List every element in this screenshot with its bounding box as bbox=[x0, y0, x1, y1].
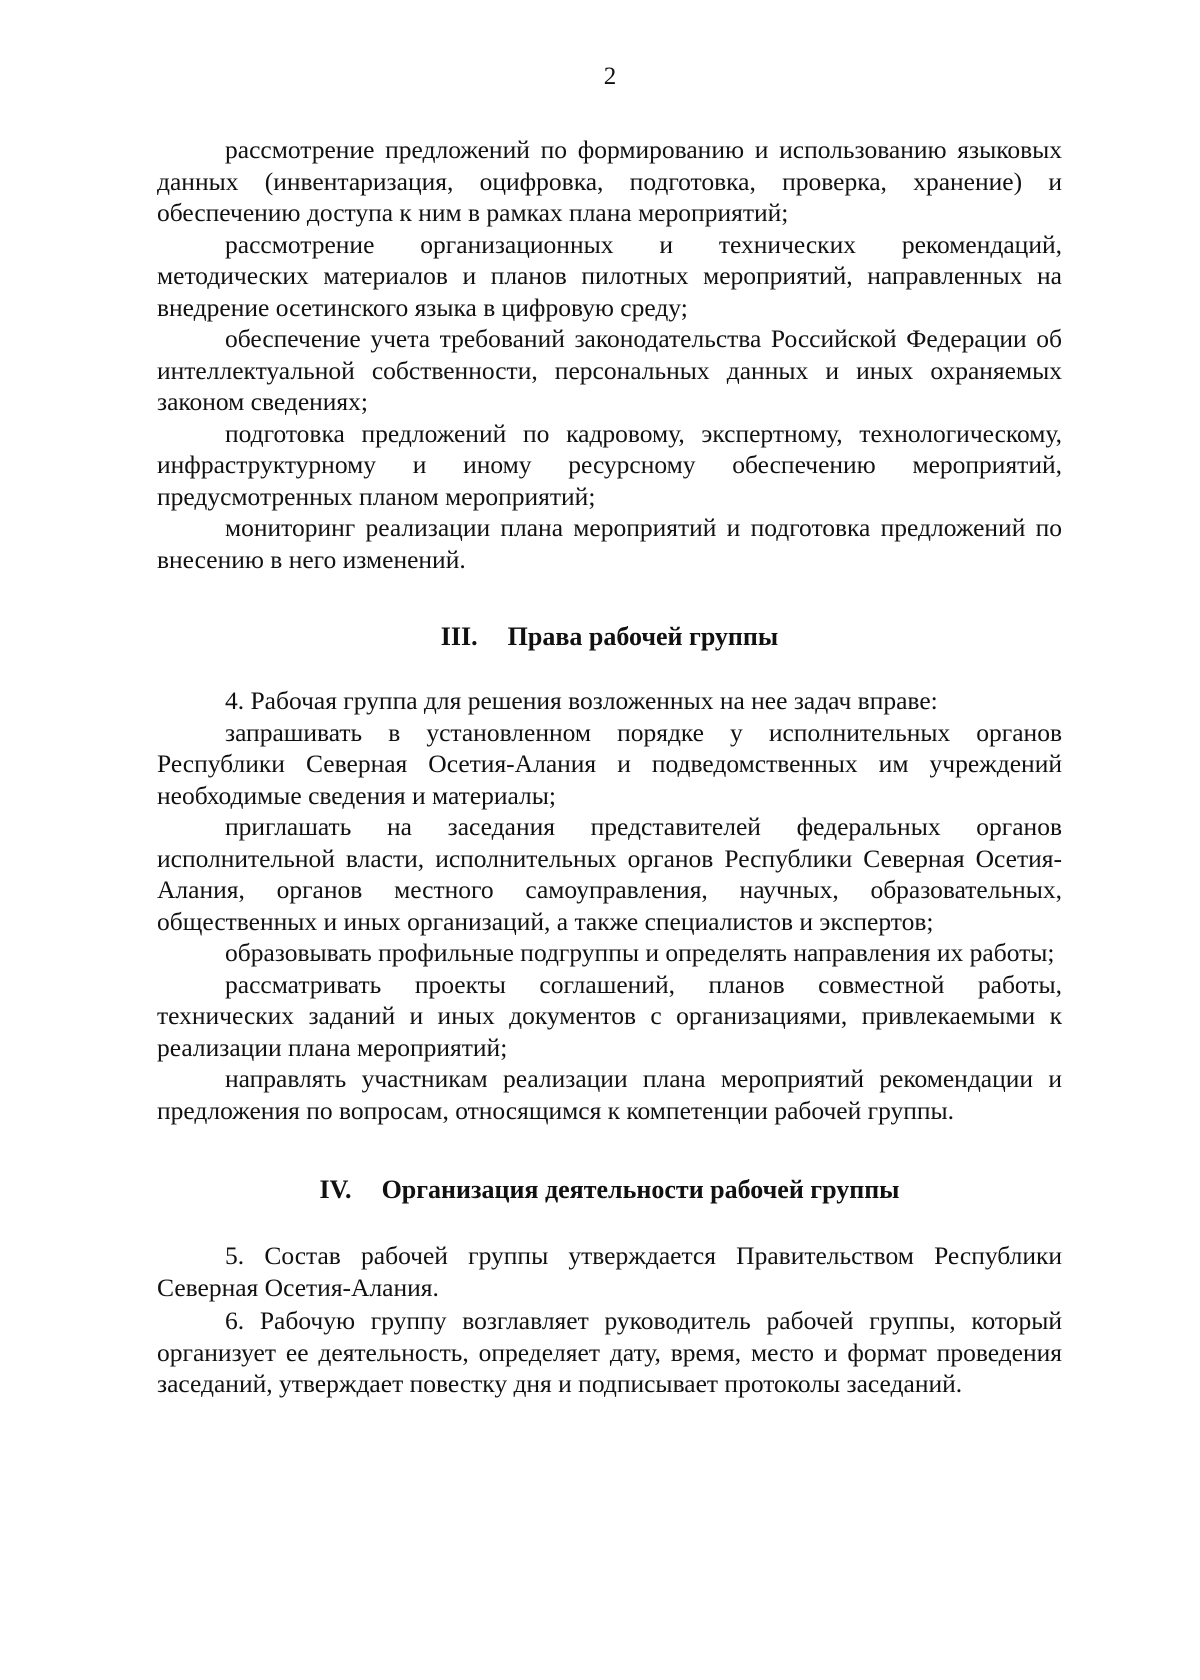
paragraph-recommendations-send: направлять участникам реализации плана мероприятий рекомендации и предложения по вопросам, относящимся к компетенции рабочей группы. bbox=[157, 1064, 1062, 1125]
paragraph-item-4-intro: 4. Рабочая группа для решения возложенных на нее задач вправе: bbox=[225, 686, 938, 715]
paragraph-item-5: 5. Состав рабочей группы утверждается Правительством Республики Северная Осетия-Алания. bbox=[157, 1241, 1062, 1302]
document-body bbox=[157, 134, 1062, 1400]
paragraph-request-info: запрашивать в установленном порядке у исполнительных органов Республики Северная Осетия-Алания и подведомственных им учреждений необходимые сведения и материалы; bbox=[157, 717, 1062, 810]
section-numeral: III. bbox=[440, 622, 478, 651]
paragraph-subgroups: образовывать профильные подгруппы и определять направления их работы; bbox=[225, 938, 1055, 967]
section-title: Права рабочей группы bbox=[507, 622, 779, 651]
page-number: 2 bbox=[603, 63, 617, 90]
paragraph-legislation: обеспечение учета требований законодательства Российской Федерации об интеллектуальной собственности, персональных данных и иных охраняемых законом сведениях; bbox=[157, 324, 1062, 416]
paragraph-invite: приглашать на заседания представителей федеральных органов исполнительной власти, исполнительных органов Республики Северная Осетия-Алания, органов местного самоуправления, научных, образовательных, общественных и иных организаций, а также специалистов и экспертов; bbox=[157, 812, 1062, 936]
paragraph-language-data: рассмотрение предложений по формированию и использованию языковых данных (инвентаризация, оцифровка, подготовка, проверка, хранение) и обеспечению доступа к ним в рамках плана мероприятий; bbox=[157, 135, 1062, 227]
paragraph-monitoring: мониторинг реализации плана мероприятий и подготовка предложений по внесению в него изменений. bbox=[157, 513, 1062, 574]
section-numeral: IV. bbox=[319, 1175, 352, 1204]
paragraph-item-6: 6. Рабочую группу возглавляет руководитель рабочей группы, который организует ее деятельность, определяет дату, время, место и формат проведения заседаний, утверждает повестку дня и подписывает протоколы заседаний. bbox=[157, 1306, 1062, 1398]
section-heading-organization bbox=[157, 1174, 1062, 1206]
section-heading-rights bbox=[157, 621, 1062, 653]
paragraph-recommendations: рассмотрение организационных и технических рекомендаций, методических материалов и планов пилотных мероприятий, направленных на внедрение осетинского языка в цифровую среду; bbox=[157, 229, 1062, 322]
paragraph-resources: подготовка предложений по кадровому, экспертному, технологическому, инфраструктурному и иному ресурсному обеспечению мероприятий, предусмотренных планом мероприятий; bbox=[157, 418, 1062, 511]
paragraph-agreements: рассматривать проекты соглашений, планов совместной работы, технических заданий и иных документов с организациями, привлекаемыми к реализации плана мероприятий; bbox=[157, 969, 1062, 1062]
section-title: Организация деятельности рабочей группы bbox=[381, 1175, 900, 1204]
